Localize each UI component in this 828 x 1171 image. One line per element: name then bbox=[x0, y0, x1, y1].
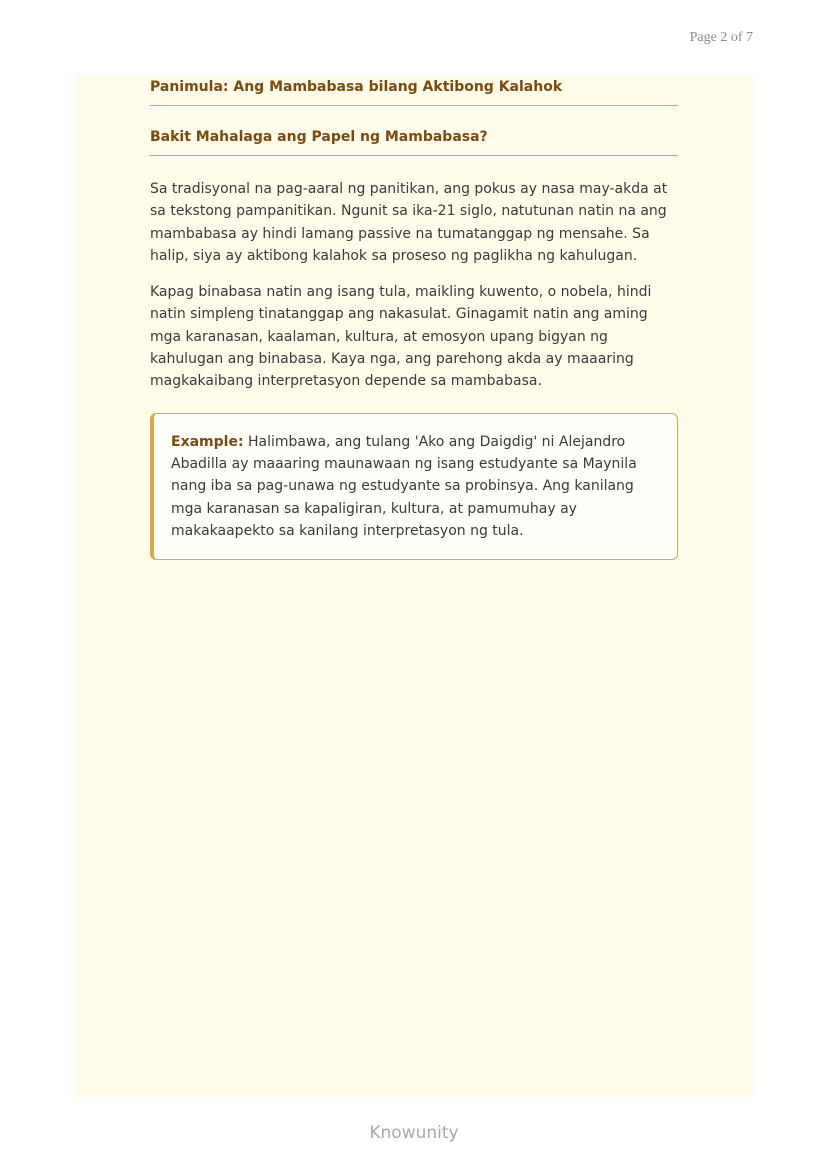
section-title-intro: Panimula: Ang Mambabasa bilang Aktibong Kalahok bbox=[150, 77, 678, 106]
footer-brand: Knowunity bbox=[369, 1123, 459, 1143]
paragraph: Kapag binabasa natin ang isang tula, maikling kuwento, o nobela, hindi natin simpleng tinatanggap ang nakasulat. Ginagamit natin ang aming mga karanasan, kaalaman, kultura, at emosyon upang bigyan ng kahulugan ang binabasa. Kaya nga, ang parehong akda ay maaaring magkakaibang interpretasyon depende sa mambabasa. bbox=[150, 284, 652, 390]
paragraph: Sa tradisyonal na pag-aaral ng panitikan, ang pokus ay nasa may-akda at sa tekstong pampanitikan. Ngunit sa ika-21 siglo, natutunan natin na ang mambabasa ay hindi lamang passive na tumatanggap ng mensahe. Sa halip, siya ay aktibong kalahok sa proseso ng paglikha ng kahulugan. bbox=[150, 181, 668, 264]
section-title-reader-role: Bakit Mahalaga ang Papel ng Mambabasa? bbox=[150, 127, 678, 156]
example-text: Halimbawa, ang tulang 'Ako ang Daigdig' ni Alejandro Abadilla ay maaaring maunawaan ng isang estudyante sa Maynila nang iba sa pag-unawa ng estudyante sa probinsya. Ang kanilang mga karanasan sa kapaligiran, kultura, at pamumuhay ay makakaapekto sa kanilang interpretasyon ng tula. bbox=[171, 433, 637, 539]
example-body bbox=[171, 431, 657, 542]
example-callout bbox=[150, 413, 678, 560]
example-label: Example: bbox=[171, 433, 244, 450]
document-page bbox=[75, 75, 753, 1097]
document-content bbox=[150, 75, 678, 560]
page-indicator: Page 2 of 7 bbox=[689, 30, 753, 45]
